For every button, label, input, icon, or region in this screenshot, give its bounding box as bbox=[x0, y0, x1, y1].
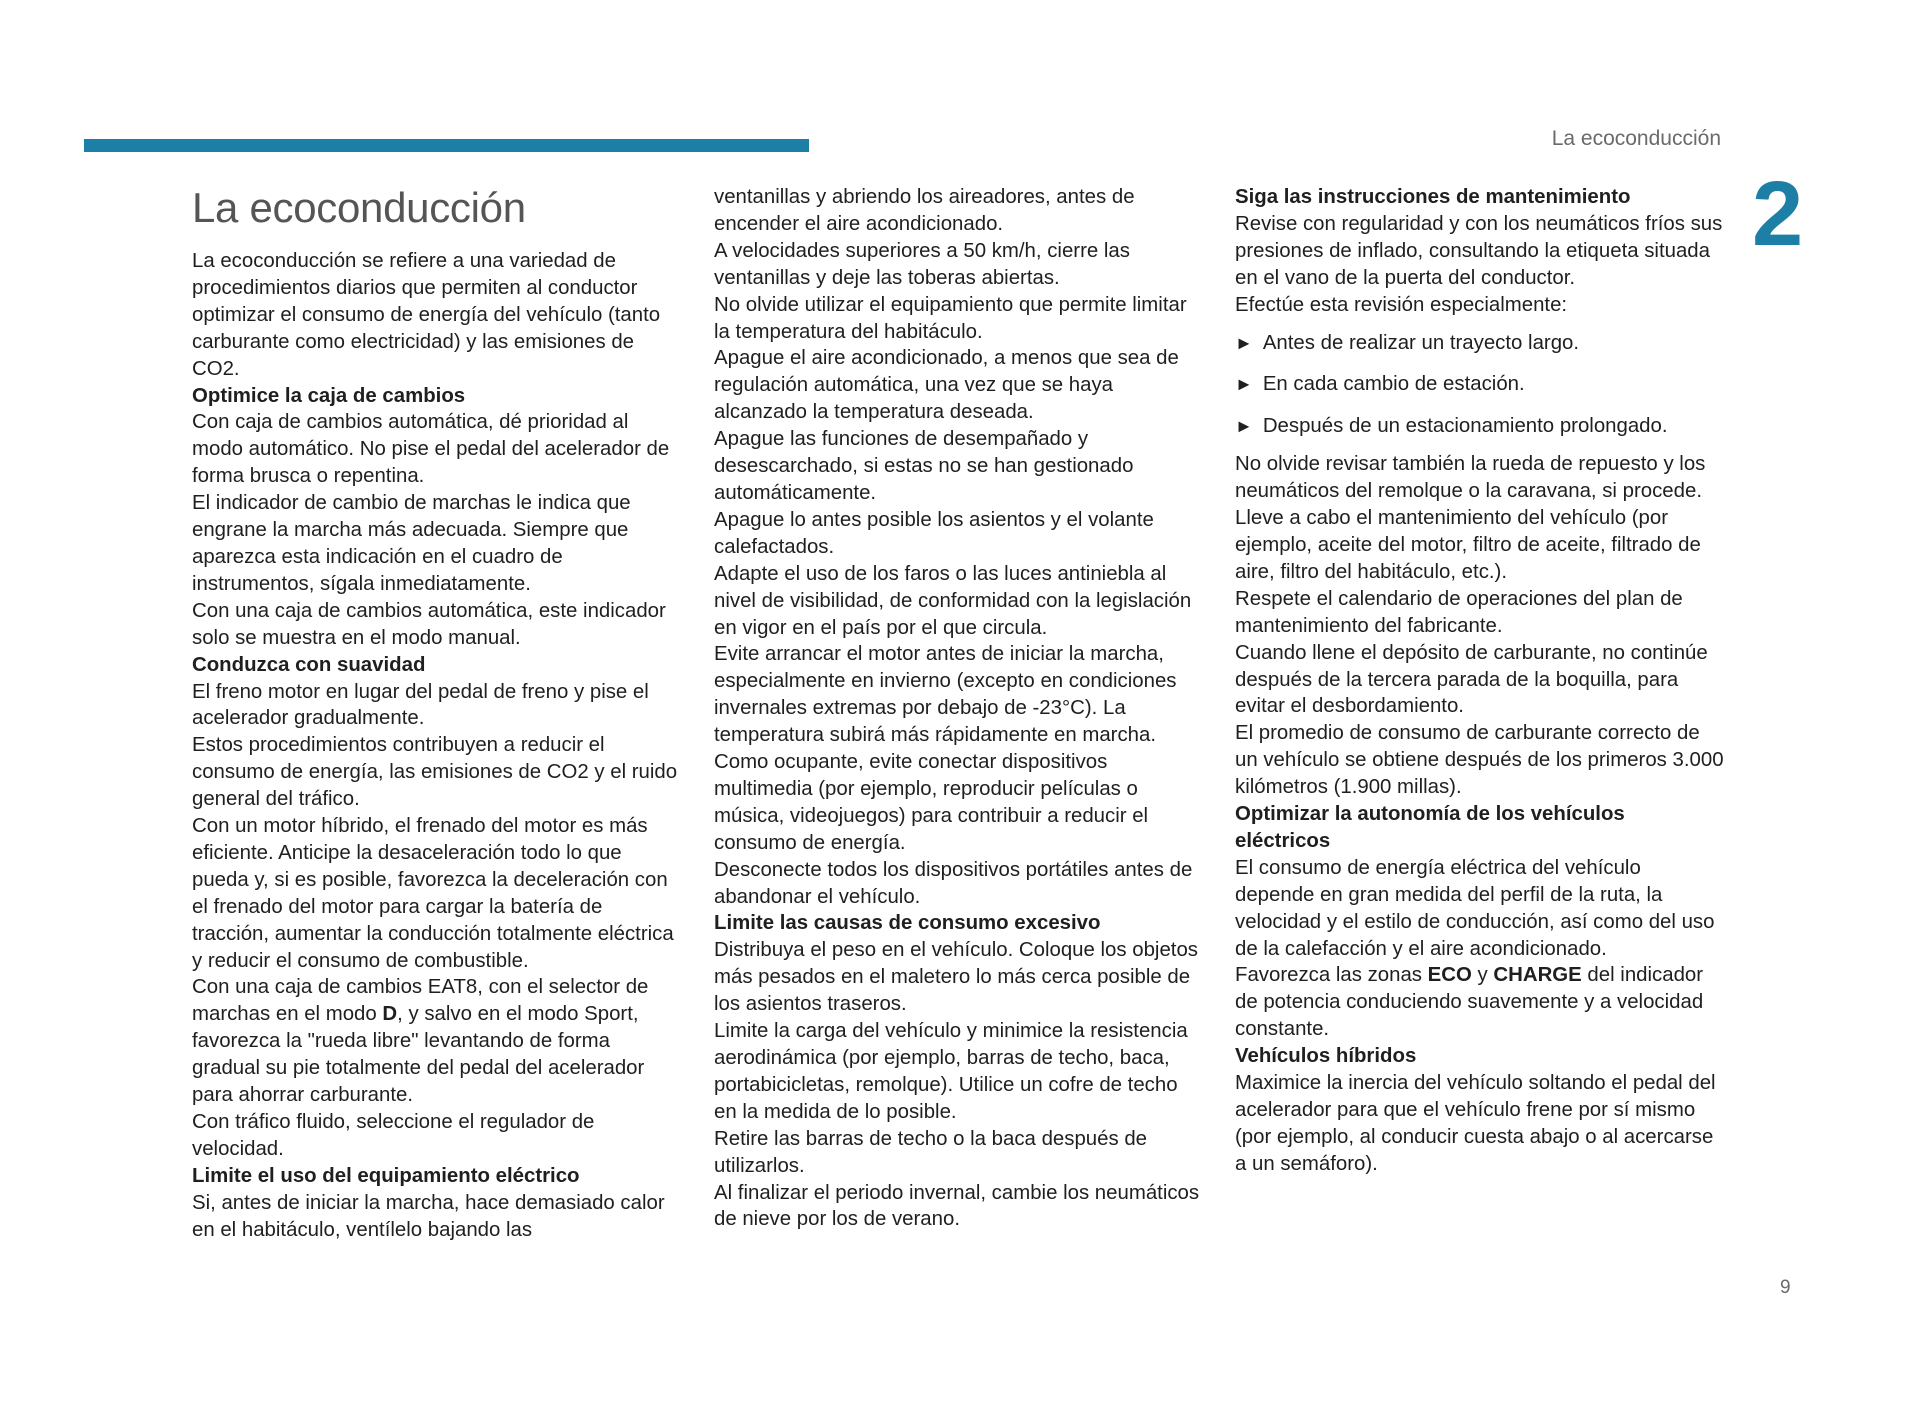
paragraph bbox=[1235, 962, 1725, 1043]
paragraph: Lleve a cabo el mantenimiento del vehículo (por ejemplo, aceite del motor, filtro de aceite, filtrado de aire, filtro del habitáculo, etc.). bbox=[1235, 507, 1701, 583]
paragraph: Con una caja de cambios automática, este indicador solo se muestra en el modo manual. bbox=[192, 599, 666, 649]
paragraph: Apague lo antes posible los asientos y el volante calefactados. bbox=[714, 508, 1154, 558]
section-heading: Optimizar la autonomía de los vehículos eléctricos bbox=[1235, 803, 1625, 852]
paragraph: Al finalizar el periodo invernal, cambie los neumáticos de nieve por los de verano. bbox=[714, 1181, 1200, 1231]
charge-label: CHARGE bbox=[1493, 964, 1582, 987]
section-heading: Conduzca con suavidad bbox=[192, 653, 426, 676]
eco-label: ECO bbox=[1427, 964, 1472, 987]
paragraph: Respete el calendario de operaciones del plan de mantenimiento del fabricante. bbox=[1235, 587, 1683, 637]
paragraph: A velocidades superiores a 50 km/h, cierre las ventanillas y deje las toberas abiertas. bbox=[714, 239, 1130, 289]
section-heading: Limite el uso del equipamiento eléctrico bbox=[192, 1164, 580, 1187]
paragraph: ventanillas y abriendo los aireadores, antes de encender el aire acondicionado. bbox=[714, 186, 1135, 235]
section-heading: Limite las causas de consumo excesivo bbox=[714, 912, 1101, 935]
paragraph: Limite la carga del vehículo y minimice la resistencia aerodinámica (por ejemplo, barras de techo, baca, portabicicletas, remolque). Utilice un cofre de techo en la medida de lo posible. bbox=[714, 1020, 1188, 1123]
list-item bbox=[1235, 330, 1725, 357]
paragraph: El indicador de cambio de marchas le indica que engrane la marcha más adecuada. Siempre que aparezca esta indicación en el cuadro de instrumentos, sígala inmediatamente. bbox=[192, 492, 631, 595]
paragraph: No olvide utilizar el equipamiento que permite limitar la temperatura del habitáculo. bbox=[714, 293, 1187, 343]
section-heading: Siga las instrucciones de mantenimiento bbox=[1235, 186, 1631, 208]
list-item bbox=[1235, 413, 1725, 440]
paragraph: Cuando llene el depósito de carburante, no continúe después de la tercera parada de la boquilla, para evitar el desbordamiento. bbox=[1235, 641, 1708, 718]
paragraph: Distribuya el peso en el vehículo. Coloque los objetos más pesados en el maletero lo más cerca posible de los asientos traseros. bbox=[714, 939, 1198, 1016]
column-3 bbox=[1235, 184, 1725, 1178]
paragraph: Retire las barras de techo o la baca después de utilizarlos. bbox=[714, 1127, 1148, 1177]
paragraph: Apague el aire acondicionado, a menos que sea de regulación automática, una vez que se haya alcanzado la temperatura deseada. bbox=[714, 347, 1179, 424]
list-item-text: En cada cambio de estación. bbox=[1262, 373, 1525, 396]
header-accent-bar bbox=[84, 139, 809, 152]
paragraph: Apague las funciones de desempañado y desescarchado, si estas no se han gestionado automáticamente. bbox=[714, 428, 1134, 504]
paragraph: Como ocupante, evite conectar dispositivos multimedia (por ejemplo, reproducir películas o música, videojuegos) para contribuir a reducir el consumo de energía. bbox=[714, 751, 1149, 854]
paragraph: No olvide revisar también la rueda de repuesto y los neumáticos del remolque o la caravana, si procede. bbox=[1235, 453, 1706, 503]
paragraph: El consumo de energía eléctrica del vehículo depende en gran medida del perfil de la ruta, la velocidad y el estilo de conducción, así como del uso de la calefacción y el aire acondicionado. bbox=[1235, 856, 1715, 960]
column-1 bbox=[192, 184, 682, 1244]
paragraph: Con tráfico fluido, seleccione el regulador de velocidad. bbox=[192, 1111, 595, 1160]
section-heading: Optimice la caja de cambios bbox=[192, 384, 466, 407]
text-run: y bbox=[1471, 964, 1494, 987]
paragraph: El freno motor en lugar del pedal de freno y pise el acelerador gradualmente. bbox=[192, 680, 649, 730]
paragraph: Estos procedimientos contribuyen a reducir el consumo de energía, las emisiones de CO2 y el ruido general del tráfico. bbox=[192, 734, 678, 811]
list-item-text: Antes de realizar un trayecto largo. bbox=[1262, 331, 1580, 354]
triangle-bullet-icon: ► bbox=[1235, 332, 1253, 353]
running-head: La ecoconducción bbox=[1551, 127, 1721, 150]
paragraph: Con un motor híbrido, el frenado del motor es más eficiente. Anticipe la desaceleración todo lo que pueda y, si es posible, favorezca la deceleración con el frenado del motor para cargar la batería de tracción, aumentar la conducción totalmente eléctrica y reducir el consumo de combustible. bbox=[192, 815, 674, 972]
triangle-bullet-icon: ► bbox=[1235, 416, 1253, 437]
paragraph: Si, antes de iniciar la marcha, hace demasiado calor en el habitáculo, ventílelo bajando las bbox=[192, 1191, 665, 1241]
paragraph: Revise con regularidad y con los neumáticos fríos sus presiones de inflado, consultando la etiqueta situada en el vano de la puerta del conductor. bbox=[1235, 212, 1723, 289]
column-2 bbox=[714, 184, 1204, 1233]
paragraph: Con caja de cambios automática, dé prioridad al modo automático. No pise el pedal del acelerador de forma brusca o repentina. bbox=[192, 411, 670, 488]
chapter-number: 2 bbox=[1752, 163, 1804, 265]
paragraph: Efectúe esta revisión especialmente: bbox=[1235, 293, 1568, 316]
page-number: 9 bbox=[1780, 1277, 1791, 1298]
paragraph: Desconecte todos los dispositivos portátiles antes de abandonar el vehículo. bbox=[714, 858, 1193, 908]
triangle-bullet-icon: ► bbox=[1235, 374, 1253, 395]
paragraph: El promedio de consumo de carburante correcto de un vehículo se obtiene después de los primeros 3.000 kilómetros (1.900 millas). bbox=[1235, 722, 1724, 799]
bullet-list bbox=[1235, 330, 1725, 441]
paragraph: Adapte el uso de los faros o las luces antiniebla al nivel de visibilidad, de conformidad con la legislación en vigor en el país por el que circula. bbox=[714, 562, 1192, 639]
paragraph bbox=[192, 974, 682, 1109]
text-run: Favorezca las zonas bbox=[1235, 964, 1428, 987]
text-run: Con una caja de cambios EAT8, con el selector de marchas en el modo bbox=[192, 976, 649, 1026]
list-item-text: Después de un estacionamiento prolongado. bbox=[1262, 415, 1668, 438]
mode-d-label: D bbox=[382, 1003, 398, 1026]
text-run: , y salvo en el modo Sport, favorezca la "rueda libre" levantando de forma gradual su pie totalmente del pedal del acelerador para ahorrar carburante. bbox=[192, 1003, 645, 1107]
list-item bbox=[1235, 371, 1725, 398]
text-run: del indicador de potencia conduciendo suavemente y a velocidad constante. bbox=[1235, 964, 1704, 1041]
paragraph: Evite arrancar el motor antes de iniciar la marcha, especialmente en invierno (excepto en condiciones invernales extremas por debajo de -23°C). La temperatura subirá más rápidamente en marcha. bbox=[714, 643, 1177, 747]
section-heading: Vehículos híbridos bbox=[1235, 1045, 1417, 1068]
page-title: La ecoconducción bbox=[192, 184, 526, 231]
paragraph: Maximice la inercia del vehículo soltando el pedal del acelerador para que el vehículo frene por sí mismo (por ejemplo, al conducir cuesta abajo o al acercarse a un semáforo). bbox=[1235, 1072, 1716, 1175]
intro-paragraph: La ecoconducción se refiere a una variedad de procedimientos diarios que permiten al conductor optimizar el consumo de energía del vehículo (tanto carburante como electricidad) y las emisiones de CO2. bbox=[192, 250, 661, 380]
